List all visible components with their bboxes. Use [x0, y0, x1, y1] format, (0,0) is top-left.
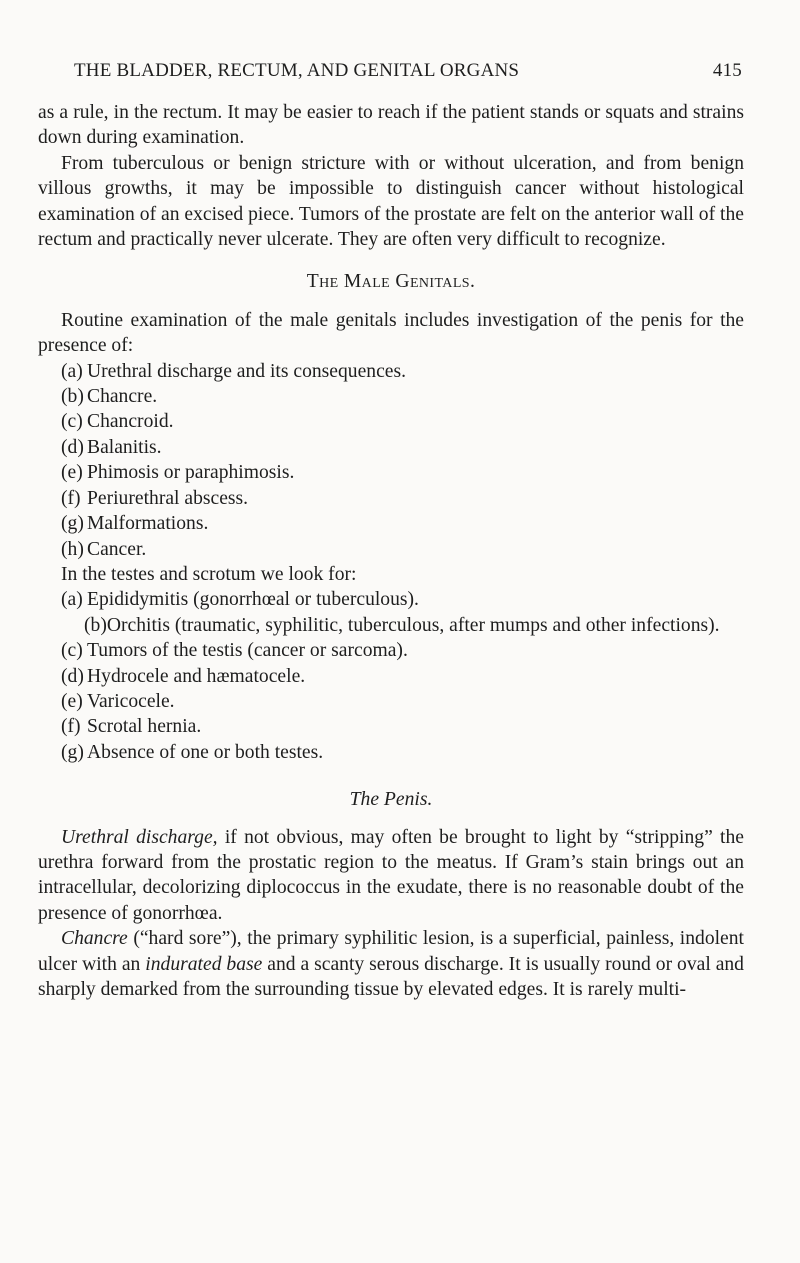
paragraph-urethral-discharge — [38, 825, 744, 927]
item-label: (g) — [61, 741, 84, 763]
item-label: (b) — [84, 614, 107, 636]
list-item — [38, 460, 744, 485]
list-item — [38, 664, 744, 689]
list-item — [38, 613, 744, 638]
item-text: Epididymitis (gonorrhœal or tuberculous). — [87, 589, 419, 611]
paragraph-stricture: From tuberculous or benign stricture with or without ulceration, and from benign villous growths, it may be impossible to distinguish cancer without histological examination of an excised piece. Tumors of the prostate are felt on the anterior wall of the rectum and practically never ulcerate. They are often very difficult to recognize. — [38, 152, 744, 251]
item-text: Phimosis or paraphimosis. — [87, 462, 295, 484]
item-label: (a) — [61, 589, 83, 611]
item-text: Chancre. — [87, 386, 158, 408]
list-item — [38, 486, 744, 511]
item-label: (h) — [61, 538, 84, 560]
item-text: Hydrocele and hæmatocele. — [87, 665, 306, 687]
term-chancre: Chancre — [61, 928, 128, 950]
running-title: THE BLADDER, RECTUM, AND GENITAL ORGANS — [74, 60, 520, 81]
item-text: Tumors of the testis (cancer or sarcoma). — [87, 640, 408, 662]
list-item — [38, 638, 744, 663]
item-label: (f) — [61, 487, 81, 509]
item-text: Scrotal hernia. — [87, 716, 202, 738]
list-item — [38, 714, 744, 739]
testes-list — [38, 587, 744, 765]
penis-list — [38, 359, 744, 562]
item-text: Varicocele. — [87, 690, 175, 712]
item-label: (c) — [61, 411, 83, 433]
item-label: (c) — [61, 640, 83, 662]
paragraph-routine: Routine examination of the male genitals includes investigation of the penis for the presence of: — [38, 309, 744, 357]
item-label: (d) — [61, 665, 84, 687]
item-label: (f) — [61, 716, 81, 738]
term-indurated-base: indurated base — [145, 953, 263, 975]
item-text: Cancer. — [87, 538, 147, 560]
list-item — [38, 435, 744, 460]
testes-intro: In the testes and scrotum we look for: — [61, 563, 357, 585]
item-label: (e) — [61, 462, 83, 484]
item-label: (a) — [61, 360, 83, 382]
page-number: 415 — [712, 60, 742, 81]
section-heading — [38, 269, 744, 294]
paragraph-chancre — [38, 926, 744, 1002]
section-heading-text: The Male Genitals. — [306, 271, 476, 293]
list-item — [38, 537, 744, 562]
term-urethral-discharge: Urethral discharge, — [61, 826, 218, 848]
item-label: (e) — [61, 690, 83, 712]
list-item — [38, 409, 744, 434]
list-item — [38, 359, 744, 384]
item-text: Absence of one or both testes. — [87, 741, 324, 763]
item-label: (b) — [61, 386, 84, 408]
list-item — [38, 689, 744, 714]
item-text: Orchitis (traumatic, syphilitic, tuberculous, after mumps and other infections). — [106, 614, 720, 636]
list-item — [38, 384, 744, 409]
item-text: Periurethral abscess. — [87, 487, 249, 509]
list-item — [38, 587, 744, 612]
item-label: (d) — [61, 436, 84, 458]
list-item — [38, 740, 744, 765]
list-item — [38, 511, 744, 536]
paragraph-continued: as a rule, in the rectum. It may be easier to reach if the patient stands or squats and strains down during examination. — [38, 102, 744, 149]
page-body — [38, 100, 744, 1002]
item-text: Balanitis. — [87, 436, 162, 458]
item-text: Chancroid. — [87, 411, 174, 433]
item-label: (g) — [61, 513, 84, 535]
paragraph-text: (“hard sore”), the primary syphilitic lesion, is a superficial, painless, indolent ulcer with an — [38, 928, 744, 975]
item-text: Malformations. — [87, 513, 209, 535]
paragraph-text: and a scanty serous discharge. It is usually round or oval and sharply demarked from the surrounding tissue by elevated edges. It is rarely multi- — [38, 953, 744, 1000]
paragraph-text: if not obvious, may often be brought to light by “stripping” the urethra forward from the prostatic region to the meatus. If Gram’s stain brings out an intracellular, decolorizing diplococcus in the exudate, there is no reasonable doubt of the presence of gonorrhœa. — [38, 826, 744, 924]
item-text: Urethral discharge and its consequences. — [87, 360, 407, 382]
subsection-heading: The Penis. — [349, 789, 433, 811]
